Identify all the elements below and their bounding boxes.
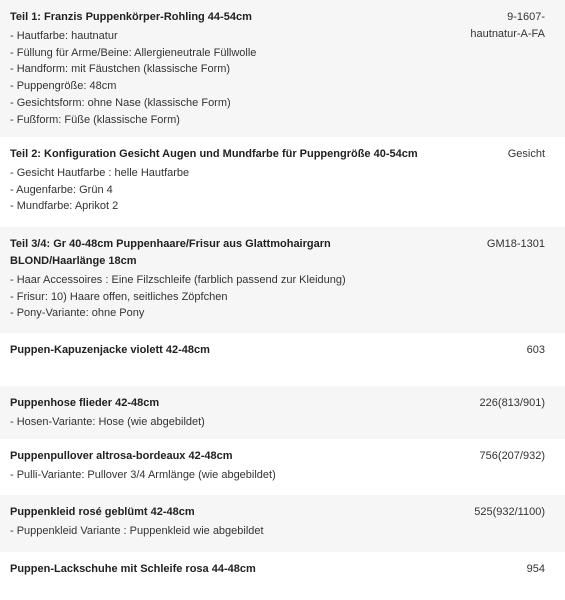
item-title: Puppenkleid rosé geblümt 42-48cm xyxy=(10,506,195,518)
item-title: Puppenhose flieder 42-48cm xyxy=(10,397,160,409)
item-option: - Gesicht Hautfarbe : helle Hautfarbe xyxy=(10,167,190,179)
item-options-list xyxy=(10,165,488,215)
item-option: - Mundfarbe: Aprikot 2 xyxy=(10,200,119,213)
order-item-row xyxy=(0,495,565,552)
item-option: - Pony-Variante: ohne Pony xyxy=(10,307,145,320)
item-option: - Hautfarbe: hautnatur xyxy=(10,30,118,42)
item-title: Teil 1: Franzis Puppenkörper-Rohling 44-54cm xyxy=(10,11,252,23)
order-item-details xyxy=(10,448,480,484)
item-option: - Hosen-Variante: Hose (wie abgebildet) xyxy=(10,416,205,428)
item-sku: 756(207/932) xyxy=(479,450,545,462)
item-title: Puppenpullover altrosa-bordeaux 42-48cm xyxy=(10,450,233,462)
order-item-row xyxy=(0,0,565,137)
item-sku: 9-1607-hautnatur-A-FA xyxy=(470,11,545,40)
item-title: Teil 2: Konfiguration Gesicht Augen und Mundfarbe für Puppengröße 40-54cm xyxy=(10,148,418,160)
order-item-row xyxy=(0,137,565,227)
order-item-row xyxy=(0,386,565,439)
item-option: - Haar Accessoires : Eine Filzschleife (farblich passend zur Kleidung) xyxy=(10,274,346,286)
order-item-details xyxy=(10,395,480,431)
item-option: - Puppengröße: 48cm xyxy=(10,80,117,93)
item-title: Teil 3/4: Gr 40-48cm Puppenhaare/Frisur aus Glattmohairgarn BLOND/Haarlänge 18cm xyxy=(10,238,331,267)
item-option: - Fußform: Füße (klassische Form) xyxy=(10,113,180,126)
item-options-list xyxy=(10,28,441,128)
order-item-details xyxy=(10,342,527,359)
item-option: - Frisur: 10) Haare offen, seitliches Zöpfchen xyxy=(10,290,228,303)
order-item-row xyxy=(0,227,565,333)
item-options-list xyxy=(10,467,460,484)
item-title: Puppen-Lackschuhe mit Schleife rosa 44-48cm xyxy=(10,563,256,575)
item-sku: 954 xyxy=(526,563,545,575)
item-sku: GM18-1301 xyxy=(486,238,545,250)
item-option: - Gesichtsform: ohne Nase (klassische Form) xyxy=(10,96,231,109)
item-sku: 603 xyxy=(526,344,545,356)
item-option: - Handform: mit Fäustchen (klassische Form) xyxy=(10,63,231,76)
order-item-details xyxy=(10,9,461,128)
order-item-row xyxy=(0,439,565,495)
item-options-list xyxy=(10,523,454,540)
item-sku: 525(932/1100) xyxy=(474,506,545,518)
item-sku: Gesicht xyxy=(507,148,545,160)
item-sku: 226(813/901) xyxy=(479,397,545,409)
item-option: - Augenfarbe: Grün 4 xyxy=(10,183,113,196)
item-options-list xyxy=(10,414,460,431)
item-option: - Puppenkleid Variante : Puppenkleid wie abgebildet xyxy=(10,525,264,537)
item-option: - Pulli-Variante: Pullover 3/4 Armlänge (wie abgebildet) xyxy=(10,469,276,481)
order-item-details xyxy=(10,146,508,215)
order-item-row xyxy=(0,552,565,600)
order-item-row xyxy=(0,333,565,386)
item-options-list xyxy=(10,272,467,322)
order-item-details xyxy=(10,561,527,578)
order-item-details xyxy=(10,504,474,540)
item-title: Puppen-Kapuzenjacke violett 42-48cm xyxy=(10,344,210,356)
order-item-details xyxy=(10,236,487,322)
item-option: - Füllung für Arme/Beine: Allergieneutrale Füllwolle xyxy=(10,46,257,59)
